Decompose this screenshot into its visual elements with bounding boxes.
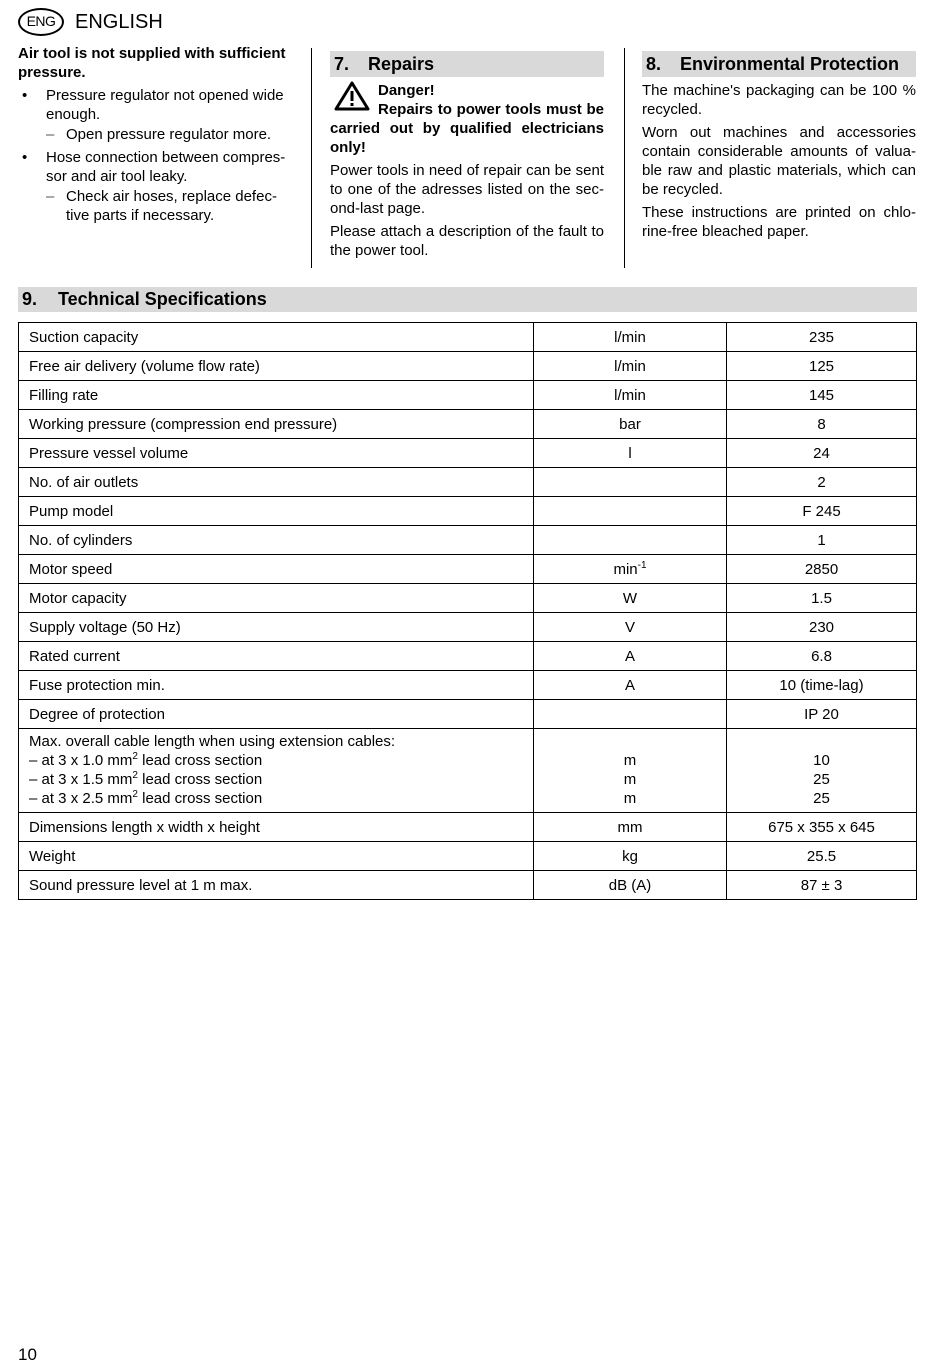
section-heading (330, 51, 604, 77)
page-number: 10 (18, 1345, 37, 1364)
spec-unit: A (534, 642, 727, 671)
spec-label: Free air delivery (volume flow rate) (19, 352, 534, 381)
table-row (19, 671, 917, 700)
cable-label-prefix: – at 3 x 2.5 mm (29, 790, 133, 807)
table-row (19, 497, 917, 526)
spec-unit: V (534, 613, 727, 642)
spec-value: IP 20 (727, 700, 917, 729)
table-row (19, 381, 917, 410)
spec-unit: l (534, 439, 727, 468)
unit-text: min (613, 560, 638, 578)
spec-value: 230 (727, 613, 917, 642)
spec-unit: mm (534, 813, 727, 842)
spec-value: 10 (time-lag) (727, 671, 917, 700)
cable-value: 25 (813, 790, 830, 807)
spec-label (19, 729, 534, 813)
cable-label-sup: 2 (132, 751, 138, 762)
table-row (19, 352, 917, 381)
spec-value: 235 (727, 323, 917, 352)
cable-label-prefix: – at 3 x 1.5 mm (29, 771, 133, 788)
spec-value: F 245 (727, 497, 917, 526)
repairs-section (330, 44, 604, 264)
spec-unit: dB (A) (534, 871, 727, 900)
specs-table-body (19, 323, 917, 900)
table-row (19, 700, 917, 729)
spec-value: 25.5 (727, 842, 917, 871)
cable-unit: m (623, 752, 637, 769)
environment-section (642, 44, 916, 245)
spec-value: 8 (727, 410, 917, 439)
danger-label: Danger! (378, 82, 435, 99)
spec-unit: l/min (534, 381, 727, 410)
spec-label: Fuse protection min. (19, 671, 534, 700)
table-row (19, 584, 917, 613)
cable-sub-label (29, 789, 523, 808)
spec-value: 675 x 355 x 645 (727, 813, 917, 842)
remedy-text: – Check air hoses, replace defec-tive parts if necessary. (46, 187, 292, 225)
spec-unit (534, 700, 727, 729)
section-number: 9. (22, 289, 38, 309)
spec-value: 1.5 (727, 584, 917, 613)
table-row (19, 729, 917, 813)
spec-unit: A (534, 671, 727, 700)
cable-value: 25 (813, 771, 830, 788)
cable-sub-label (29, 751, 523, 770)
cable-label-sup: 2 (132, 770, 138, 781)
unit-superscript: -1 (637, 559, 647, 571)
spec-value: 24 (727, 439, 917, 468)
spec-unit (534, 526, 727, 555)
spec-unit (534, 468, 727, 497)
cause-list (18, 86, 292, 225)
table-row (19, 842, 917, 871)
section-title: Environmental Protection (680, 54, 900, 74)
list-item (18, 86, 292, 144)
table-row (19, 613, 917, 642)
section-number: 7. (334, 54, 350, 74)
spec-value: 2 (727, 468, 917, 497)
table-row (19, 468, 917, 497)
cause-text: • Hose connection between compres-sor and air tool leaky. (46, 149, 286, 185)
paragraph: Worn out machines and accessories contain considerable amounts of valua-ble raw and plastic materials, which can be recycled. (642, 124, 916, 198)
spec-label: Sound pressure level at 1 m max. (19, 871, 534, 900)
section-heading (642, 51, 916, 77)
spec-label: Pump model (19, 497, 534, 526)
cable-sub-label (29, 770, 523, 789)
table-row (19, 323, 917, 352)
spec-value (727, 729, 917, 813)
paragraph: Please attach a description of the fault to the power tool. (330, 223, 604, 259)
language-badge: ENG (18, 8, 64, 36)
spec-label: Supply voltage (50 Hz) (19, 613, 534, 642)
spec-label: Motor capacity (19, 584, 534, 613)
spec-unit: bar (534, 410, 727, 439)
cable-value: 10 (813, 752, 830, 769)
spacer (544, 732, 716, 751)
spec-label: Motor speed (19, 555, 534, 584)
danger-notice (330, 81, 604, 100)
table-row (19, 410, 917, 439)
problem-heading: Air tool is not supplied with sufficient pressure. (18, 45, 286, 81)
spec-label: Working pressure (compression end pressure) (19, 410, 534, 439)
spec-label: Rated current (19, 642, 534, 671)
spec-value: 87 ± 3 (727, 871, 917, 900)
cable-label-sup: 2 (132, 789, 138, 800)
spec-label: Degree of protection (19, 700, 534, 729)
spec-label: Suction capacity (19, 323, 534, 352)
spec-label: Filling rate (19, 381, 534, 410)
paragraph: The machine's packaging can be 100 % recycled. (642, 82, 916, 118)
list-item (18, 148, 292, 225)
spec-value: 6.8 (727, 642, 917, 671)
table-row (19, 871, 917, 900)
section-number: 8. (646, 54, 662, 74)
spec-label: Pressure vessel volume (19, 439, 534, 468)
cable-heading: Max. overall cable length when using extension cables: (29, 733, 396, 750)
language-name: ENGLISH (75, 10, 163, 33)
spec-unit: kg (534, 842, 727, 871)
table-row (19, 555, 917, 584)
spec-unit (534, 497, 727, 526)
cable-label-prefix: – at 3 x 1.0 mm (29, 752, 133, 769)
warning-triangle-icon (334, 81, 370, 111)
column-divider (311, 48, 312, 268)
spec-label: Dimensions length x width x height (19, 813, 534, 842)
table-row (19, 526, 917, 555)
table-row (19, 813, 917, 842)
paragraph: These instructions are printed on chlo-rine-free bleached paper. (642, 204, 916, 240)
spec-label: Weight (19, 842, 534, 871)
spec-unit (534, 729, 727, 813)
table-row (19, 642, 917, 671)
language-header (18, 8, 163, 36)
spec-unit: l/min (534, 352, 727, 381)
specs-table (18, 322, 917, 900)
spec-value: 145 (727, 381, 917, 410)
troubleshooting-column (18, 44, 292, 229)
spec-value: 125 (727, 352, 917, 381)
spec-unit (534, 555, 727, 584)
cable-label-suffix: lead cross section (137, 752, 263, 769)
section-title: Repairs (368, 54, 435, 74)
table-row (19, 439, 917, 468)
cable-label-suffix: lead cross section (137, 790, 263, 807)
spec-value: 2850 (727, 555, 917, 584)
spacer (737, 732, 906, 751)
spec-label: No. of cylinders (19, 526, 534, 555)
spec-value: 1 (727, 526, 917, 555)
spec-label: No. of air outlets (19, 468, 534, 497)
spec-unit: l/min (534, 323, 727, 352)
spec-unit: W (534, 584, 727, 613)
column-divider (624, 48, 625, 268)
cable-unit: m (623, 771, 637, 788)
cable-unit: m (623, 790, 637, 807)
section-title: Technical Specifications (58, 289, 267, 309)
danger-text: Repairs to power tools must be carried out by qualified electricians only! (330, 101, 604, 156)
cause-text: • Pressure regulator not opened wide enough. (46, 87, 284, 123)
paragraph: Power tools in need of repair can be sent to one of the adresses listed on the sec-ond-last page. (330, 162, 604, 217)
specs-heading (18, 287, 917, 312)
remedy-text: – Open pressure regulator more. (46, 125, 292, 144)
cable-label-suffix: lead cross section (137, 771, 263, 788)
